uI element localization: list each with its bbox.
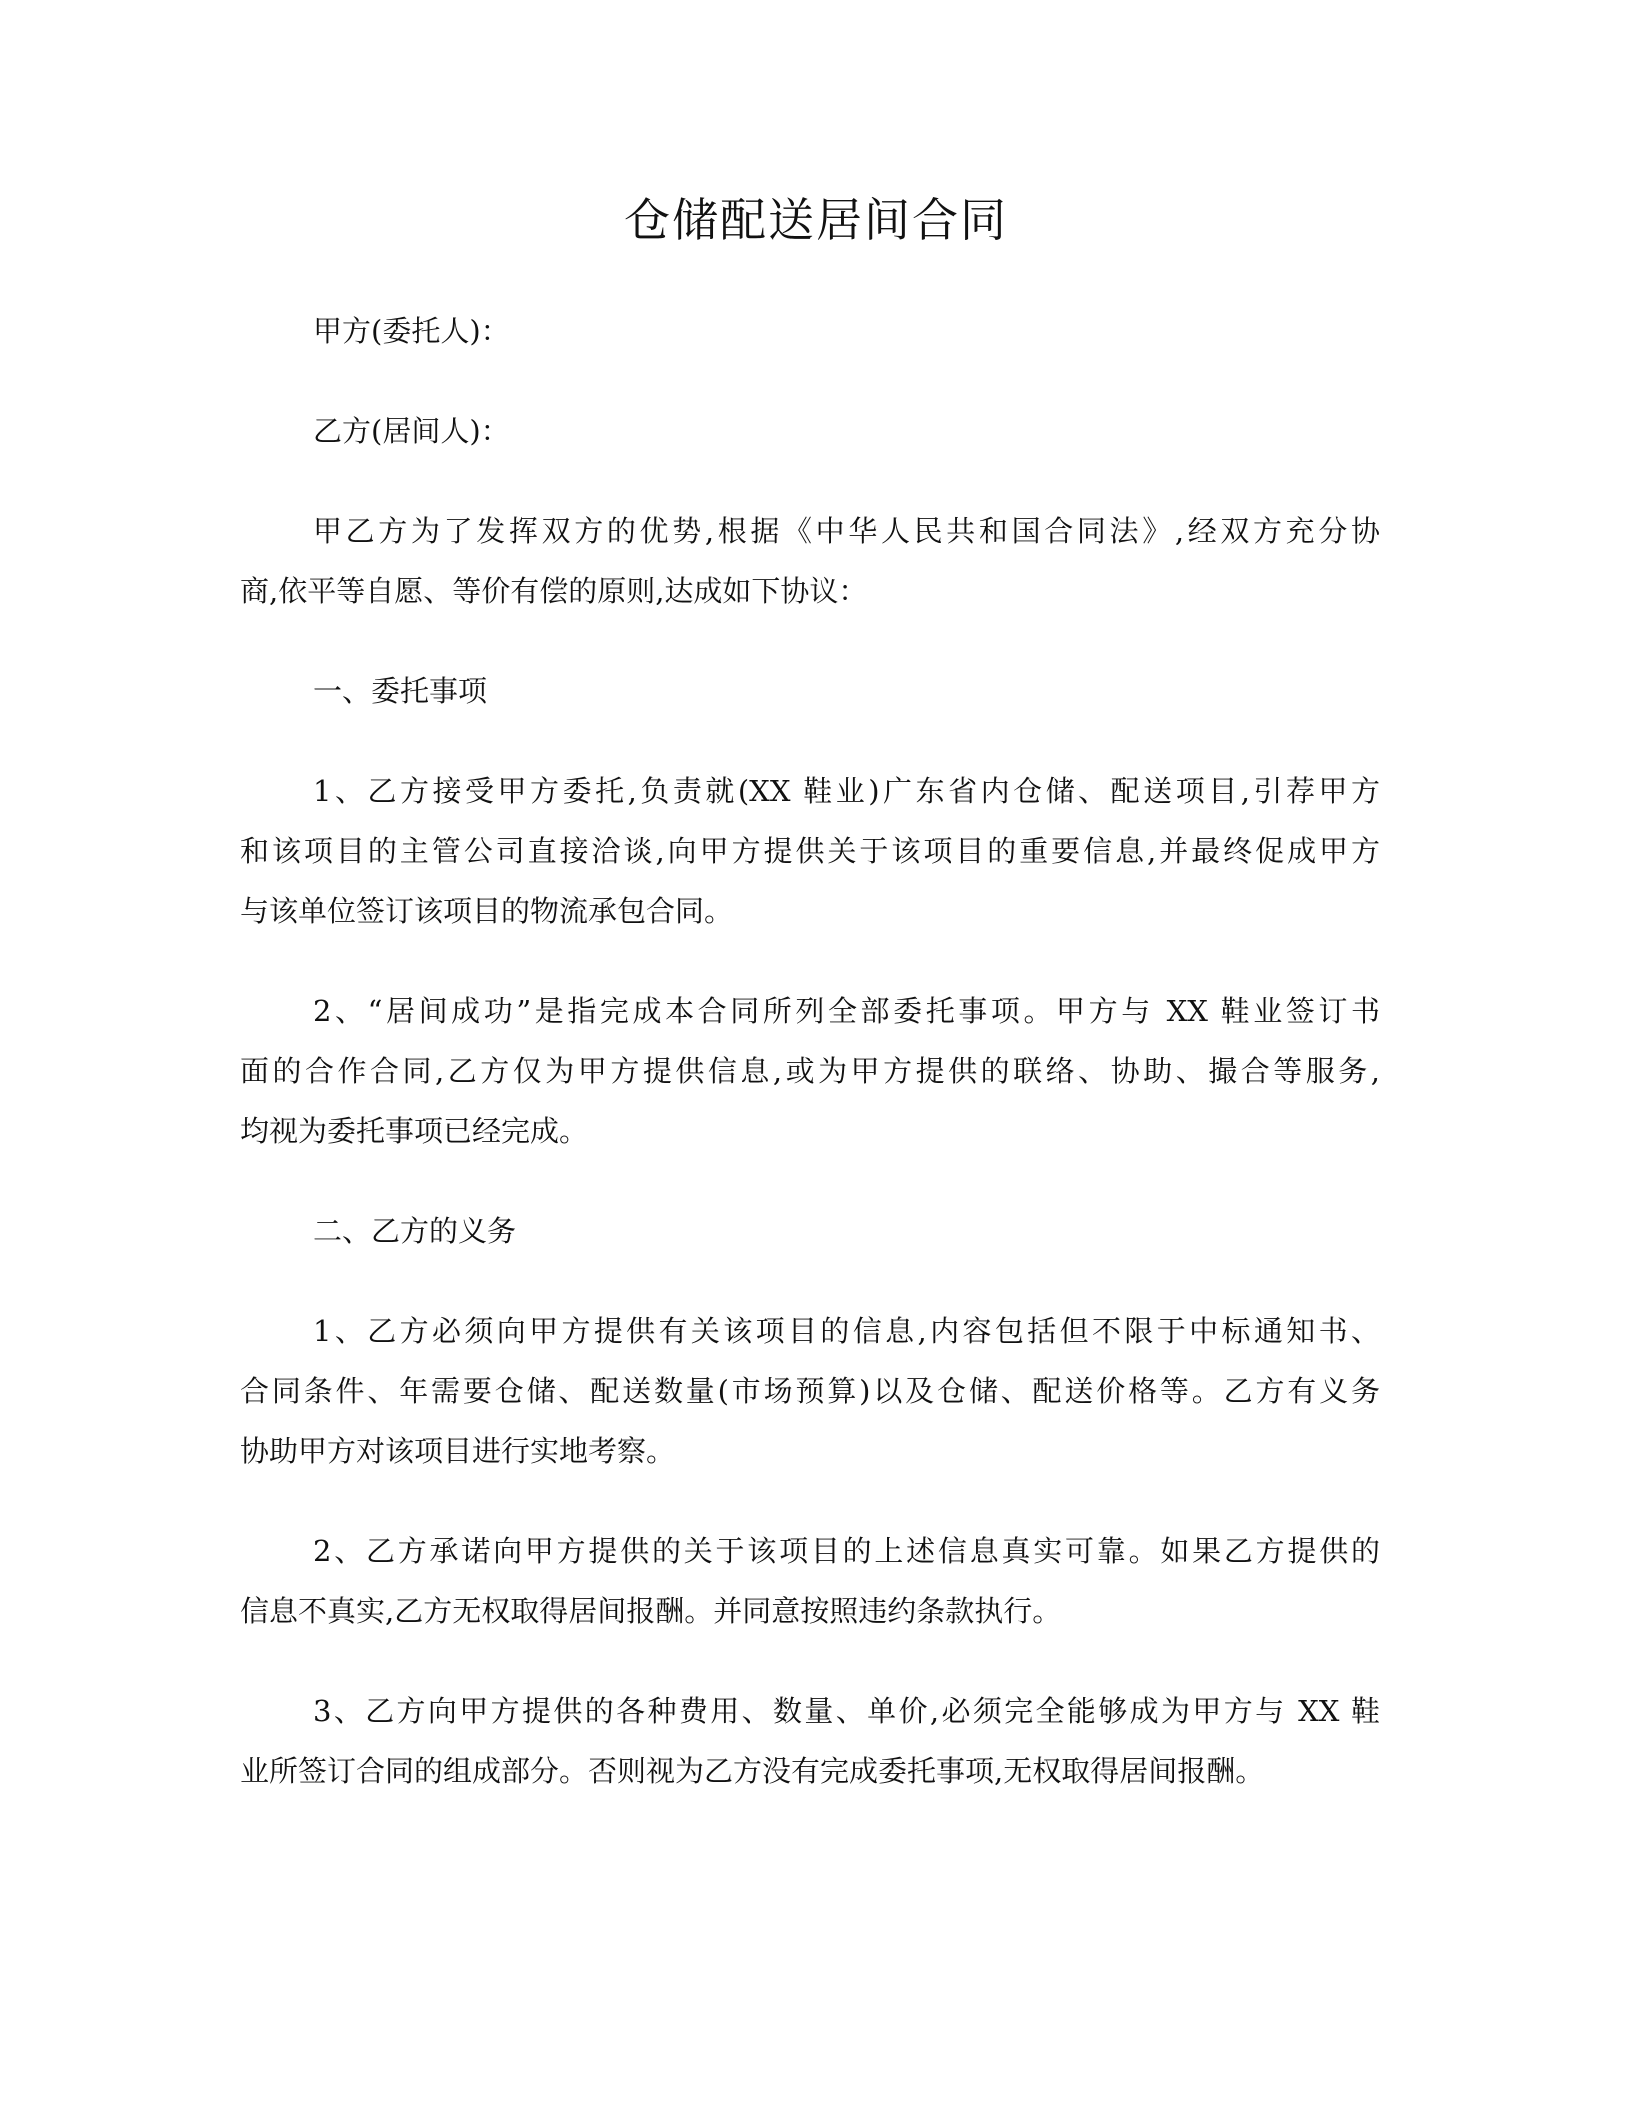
- paragraph: [240, 401, 1380, 461]
- paragraph-line: 商,依平等自愿、等价有偿的原则,达成如下协议：: [240, 574, 868, 608]
- paragraph-line: 1、乙方必须向甲方提供有关该项目的信息,内容包括但不限于中标通知书、: [313, 1314, 1380, 1348]
- paragraph: [240, 661, 1380, 721]
- paragraph: [240, 301, 1380, 361]
- paragraph-line: 与该单位签订该项目的物流承包合同。: [240, 894, 734, 928]
- paragraph-line: 均视为委托事项已经完成。: [240, 1114, 589, 1148]
- paragraph: [240, 981, 1380, 1161]
- paragraph-line: 合同条件、年需要仓储、配送数量(市场预算)以及仓储、配送价格等。乙方有义务: [240, 1374, 1380, 1408]
- paragraph-line: 业所签订合同的组成部分。否则视为乙方没有完成委托事项,无权取得居间报酬。: [240, 1754, 1265, 1788]
- paragraph-line: 3、乙方向甲方提供的各种费用、数量、单价,必须完全能够成为甲方与 XX 鞋: [313, 1694, 1380, 1728]
- paragraph-line: 2、乙方承诺向甲方提供的关于该项目的上述信息真实可靠。如果乙方提供的: [313, 1534, 1380, 1568]
- paragraph-line: 甲方(委托人)：: [313, 314, 510, 348]
- paragraph: [240, 1301, 1380, 1481]
- paragraph-line: 面的合作合同,乙方仅为甲方提供信息,或为甲方提供的联络、协助、撮合等服务,: [240, 1054, 1380, 1088]
- paragraph: [240, 1201, 1380, 1261]
- paragraph-line: 2、“居间成功”是指完成本合同所列全部委托事项。甲方与 XX 鞋业签订书: [313, 994, 1380, 1028]
- paragraph-line: 甲乙方为了发挥双方的优势,根据《中华人民共和国合同法》,经双方充分协: [313, 514, 1380, 548]
- paragraph: [240, 1681, 1380, 1801]
- paragraph-line: 乙方(居间人)：: [313, 414, 510, 448]
- document-title: 仓储配送居间合同: [624, 193, 1008, 247]
- paragraph-line: 协助甲方对该项目进行实地考察。: [240, 1434, 676, 1468]
- paragraph: [240, 1521, 1380, 1641]
- paragraph-line: 和该项目的主管公司直接洽谈,向甲方提供关于该项目的重要信息,并最终促成甲方: [240, 834, 1380, 868]
- paragraph: [240, 501, 1380, 621]
- document-body: [240, 301, 1380, 1841]
- paragraph-line: 一、委托事项: [313, 674, 488, 708]
- paragraph: [240, 761, 1380, 941]
- paragraph-line: 1、乙方接受甲方委托,负责就(XX 鞋业)广东省内仓储、配送项目,引荐甲方: [313, 774, 1380, 808]
- paragraph-line: 二、乙方的义务: [313, 1214, 517, 1248]
- paragraph-line: 信息不真实,乙方无权取得居间报酬。并同意按照违约条款执行。: [240, 1594, 1062, 1628]
